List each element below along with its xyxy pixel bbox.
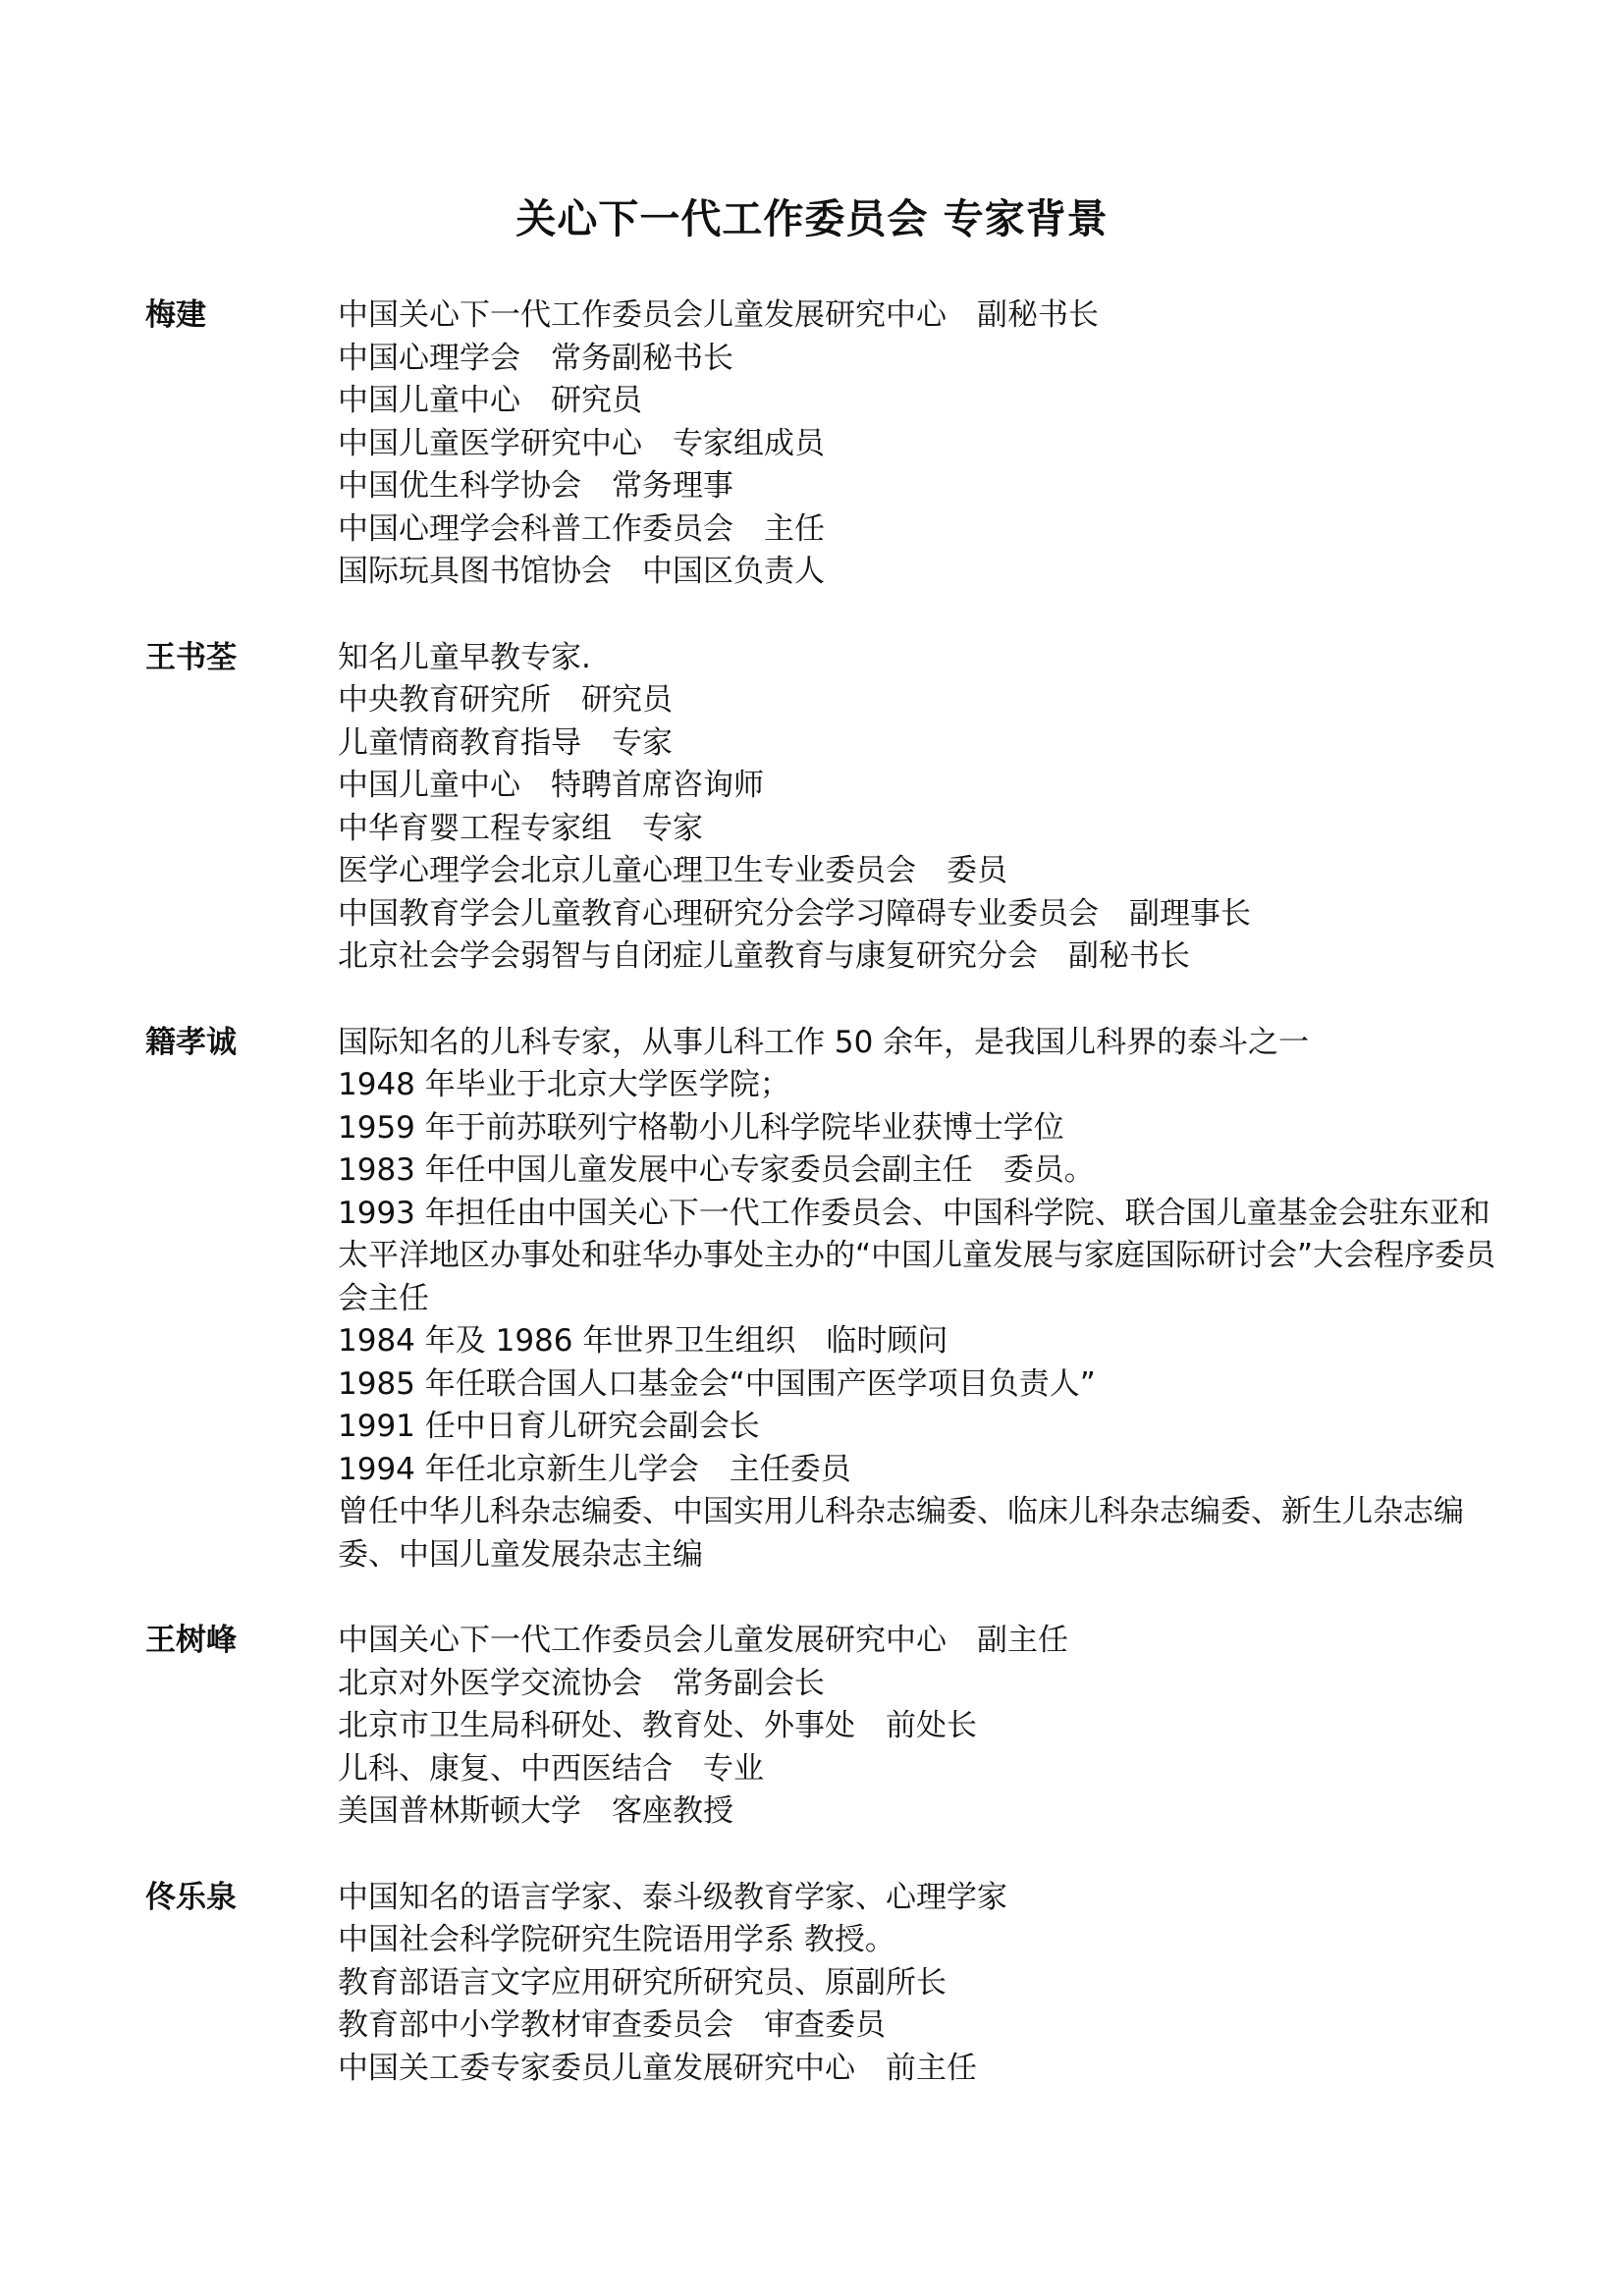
credential-line: 国际知名的儿科专家，从事儿科工作 50 余年，是我国儿科界的泰斗之一 (338, 1024, 1310, 1060)
credential-line: 中国心理学会科普工作委员会 主任 (338, 510, 825, 547)
credential-line: 教育部中小学教材审查委员会 审查委员 (338, 2007, 886, 2043)
credential-line: 教育部语言文字应用研究所研究员、原副所长 (338, 1964, 947, 2001)
expert-name: 佟乐泉 (145, 1879, 237, 1915)
credential-line: 中国优生科学协会 常务理事 (338, 468, 733, 504)
credential-line: 中国关工委专家委员儿童发展研究中心 前主任 (338, 2050, 977, 2086)
credential-line: 1983 年任中国儿童发展中心专家委员会副主任 委员。 (338, 1152, 1095, 1188)
credential-line: 1985 年任联合国人口基金会“中国围产医学项目负责人” (338, 1365, 1096, 1402)
expert-name: 王树峰 (145, 1623, 237, 1658)
credential-line: 儿童情商教育指导 专家 (338, 724, 673, 761)
credential-line: 曾任中华儿科杂志编委、中国实用儿科杂志编委、临床儿科杂志编委、新生儿杂志编委、中国儿童发展杂志主编 (338, 1494, 1464, 1573)
page-title: 关心下一代工作委员会 专家背景 (515, 195, 1109, 242)
credential-line: 北京对外医学交流协会 常务副会长 (338, 1665, 825, 1701)
credential-line: 中国教育学会儿童教育心理研究分会学习障碍专业委员会 副理事长 (338, 895, 1251, 932)
credential-line: 儿科、康复、中西医结合 专业 (338, 1750, 764, 1787)
credential-line: 中国心理学会 常务副秘书长 (338, 340, 733, 376)
credential-line: 1994 年任北京新生儿学会 主任委员 (338, 1451, 851, 1487)
credential-line: 中国关心下一代工作委员会儿童发展研究中心 副主任 (338, 1623, 1068, 1658)
credential-line: 中华育婴工程专家组 专家 (338, 810, 703, 846)
credential-line: 中国儿童中心 研究员 (338, 383, 642, 418)
expert-credentials (338, 637, 1540, 979)
credential-line: 中国知名的语言学家、泰斗级教育学家、心理学家 (338, 1879, 1007, 1915)
credential-line: 中国社会科学院研究生院语用学系 教授。 (338, 1922, 895, 1957)
expert-entry (145, 1022, 1540, 1577)
credential-line: 1991 任中日育儿研究会副会长 (338, 1409, 760, 1444)
expert-entry (145, 294, 1540, 594)
credential-line: 知名儿童早教专家. (338, 639, 591, 675)
expert-entry (145, 637, 1540, 979)
expert-credentials (338, 1022, 1540, 1577)
credential-line: 中国关心下一代工作委员会儿童发展研究中心 副秘书长 (338, 297, 1099, 333)
credential-line: 1984 年及 1986 年世界卫生组织 临时顾问 (338, 1323, 948, 1359)
credential-line: 北京社会学会弱智与自闭症儿童教育与康复研究分会 副秘书长 (338, 938, 1190, 974)
credential-line: 中国儿童中心 特聘首席咨询师 (338, 768, 764, 803)
expert-credentials (338, 1877, 1540, 2091)
expert-entry (145, 1877, 1540, 2091)
credential-line: 1959 年于前苏联列宁格勒小儿科学院毕业获博士学位 (338, 1109, 1064, 1146)
expert-entry (145, 1620, 1540, 1834)
expert-name: 梅建 (145, 297, 206, 333)
credential-line: 1993 年担任由中国关心下一代工作委员会、中国科学院、联合国儿童基金会驻东亚和太平洋地区办事处和驻华办事处主办的“中国儿童发展与家庭国际研讨会”大会程序委员会主任 (338, 1195, 1496, 1316)
credential-line: 中央教育研究所 研究员 (338, 682, 673, 718)
credential-line: 中国儿童医学研究中心 专家组成员 (338, 425, 825, 461)
expert-list (145, 294, 1540, 2133)
credential-line: 北京市卫生局科研处、教育处、外事处 前处长 (338, 1708, 977, 1743)
credential-line: 医学心理学会北京儿童心理卫生专业委员会 委员 (338, 853, 1007, 888)
expert-name: 王书荃 (145, 639, 237, 675)
credential-line: 美国普林斯顿大学 客座教授 (338, 1793, 733, 1829)
expert-credentials (338, 1620, 1540, 1834)
credential-line: 国际玩具图书馆协会 中国区负责人 (338, 554, 825, 589)
expert-credentials (338, 294, 1540, 594)
credential-line: 1948 年毕业于北京大学医学院； (338, 1067, 790, 1102)
expert-name: 籍孝诚 (145, 1024, 237, 1060)
